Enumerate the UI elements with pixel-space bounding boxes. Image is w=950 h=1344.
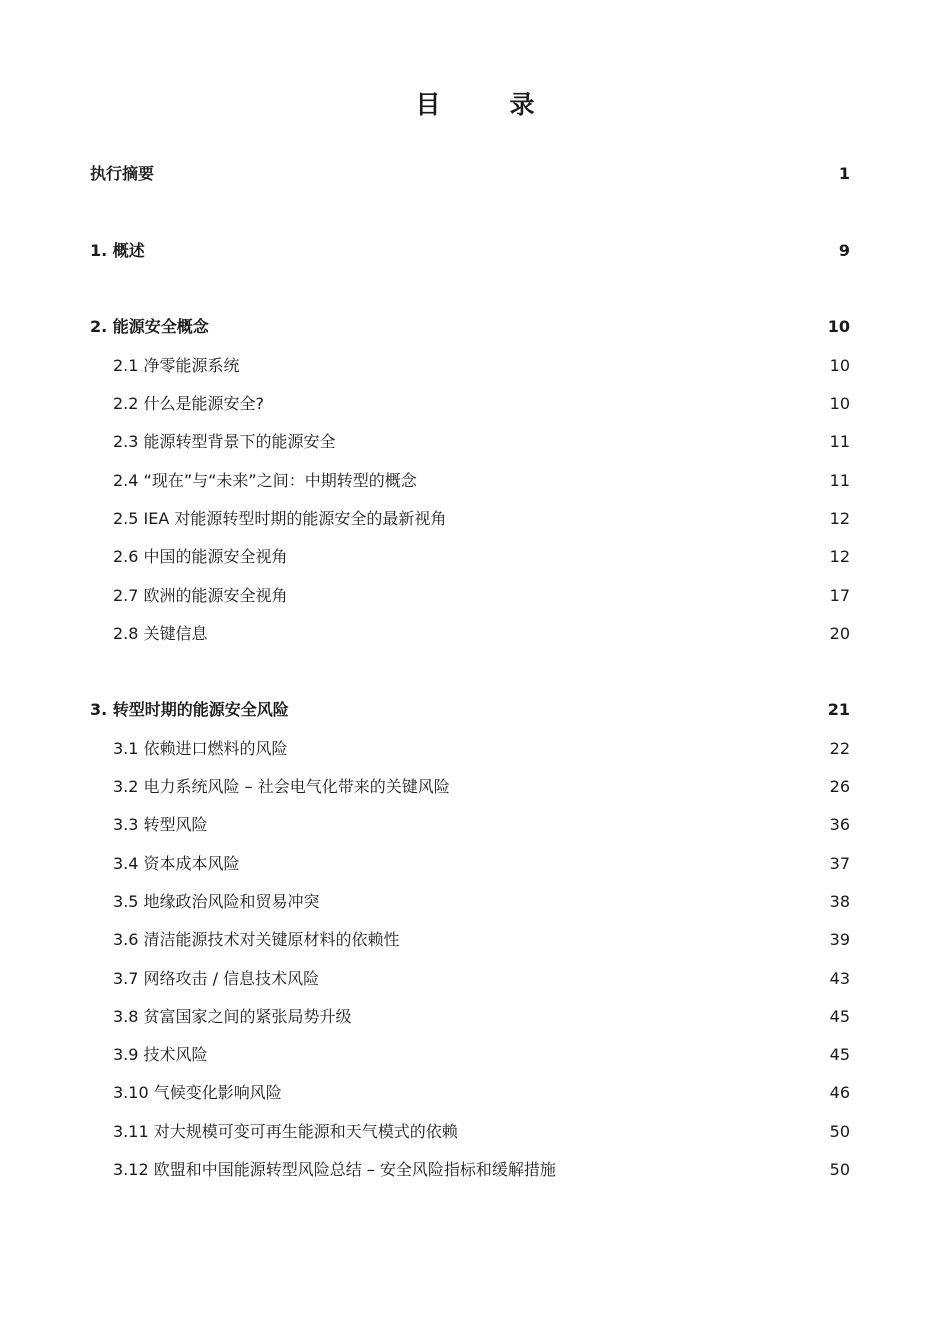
toc-entry-page: 50: [829, 1122, 850, 1141]
toc-entry-section-3[interactable]: [90, 698, 850, 722]
toc-entry-label: 3.7 网络攻击 / 信息技术风险: [113, 969, 320, 988]
toc-entry-page: 12: [829, 509, 850, 528]
toc-entry-section-2-2[interactable]: [113, 392, 850, 416]
toc-entry-section-3-12[interactable]: [113, 1158, 850, 1182]
toc-entry-page: 45: [829, 1007, 850, 1026]
toc-entry-page: 50: [829, 1160, 850, 1179]
toc-entry-section-1[interactable]: [90, 239, 850, 263]
page-title: 目 录: [415, 90, 557, 119]
toc-entry-page: 43: [829, 969, 850, 988]
toc-entry-label: 3.3 转型风险: [113, 815, 208, 834]
toc-entry-page: 39: [829, 930, 850, 949]
toc-entry-section-2-8[interactable]: [113, 622, 850, 646]
toc-entry-section-2-7[interactable]: [113, 584, 850, 608]
toc-entry-section-3-10[interactable]: [113, 1081, 850, 1105]
toc-entry-label: 3.10 气候变化影响风险: [113, 1083, 282, 1102]
toc-entry-label: 2.3 能源转型背景下的能源安全: [113, 432, 336, 451]
toc-entry-page: 11: [829, 432, 850, 451]
toc-entry-executive-summary[interactable]: [90, 162, 850, 186]
toc-entry-section-2-1[interactable]: [113, 354, 850, 378]
toc-entry-section-2-4[interactable]: [113, 469, 850, 493]
toc-entry-page: 38: [829, 892, 850, 911]
toc-entry-page: 1: [838, 164, 850, 183]
toc-entry-page: 20: [829, 624, 850, 643]
toc-entry-section-2-6[interactable]: [113, 545, 850, 569]
toc-entry-section-3-8[interactable]: [113, 1005, 850, 1029]
toc-entry-page: 46: [829, 1083, 850, 1102]
toc-entry-section-3-4[interactable]: [113, 852, 850, 876]
toc-entry-label: 3.4 资本成本风险: [113, 854, 240, 873]
toc-entry-section-2-5[interactable]: [113, 507, 850, 531]
toc-entry-page: 37: [829, 854, 850, 873]
toc-entry-label: 2.4 “现在”与“未来”之间：中期转型的概念: [113, 471, 417, 490]
toc-entry-label: 3. 转型时期的能源安全风险: [90, 700, 289, 719]
toc-entry-label: 3.12 欧盟和中国能源转型风险总结 – 安全风险指标和缓解措施: [113, 1160, 556, 1179]
toc-entry-page: 9: [838, 241, 850, 260]
toc-entry-section-3-1[interactable]: [113, 737, 850, 761]
toc-entry-label: 3.2 电力系统风险 – 社会电气化带来的关键风险: [113, 777, 450, 796]
toc-entry-label: 3.11 对大规模可变可再生能源和天气模式的依赖: [113, 1122, 458, 1141]
toc-entry-label: 2.2 什么是能源安全?: [113, 394, 265, 413]
toc-entry-label: 3.9 技术风险: [113, 1045, 208, 1064]
toc-entry-label: 2. 能源安全概念: [90, 317, 209, 336]
toc-entry-page: 21: [827, 700, 850, 719]
toc-entry-section-2[interactable]: [90, 315, 850, 339]
toc-entry-page: 10: [827, 317, 850, 336]
toc-entry-section-3-2[interactable]: [113, 775, 850, 799]
toc-entry-label: 2.8 关键信息: [113, 624, 208, 643]
toc-entry-label: 3.8 贫富国家之间的紧张局势升级: [113, 1007, 352, 1026]
toc-entry-label: 2.6 中国的能源安全视角: [113, 547, 288, 566]
toc-entry-label: 1. 概述: [90, 241, 145, 260]
toc-entry-page: 11: [829, 471, 850, 490]
toc-entry-label: 3.6 清洁能源技术对关键原材料的依赖性: [113, 930, 400, 949]
toc-entry-label: 3.5 地缘政治风险和贸易冲突: [113, 892, 320, 911]
toc-entry-section-3-7[interactable]: [113, 967, 850, 991]
toc-entry-section-3-9[interactable]: [113, 1043, 850, 1067]
toc-entry-page: 17: [829, 586, 850, 605]
toc-entry-section-3-6[interactable]: [113, 928, 850, 952]
toc-entry-page: 36: [829, 815, 850, 834]
toc-entry-page: 45: [829, 1045, 850, 1064]
toc-entry-page: 26: [829, 777, 850, 796]
toc-entry-section-3-11[interactable]: [113, 1120, 850, 1144]
toc-entry-label: 3.1 依赖进口燃料的风险: [113, 739, 288, 758]
toc-entry-section-2-3[interactable]: [113, 430, 850, 454]
toc-entry-page: 22: [829, 739, 850, 758]
toc-entry-page: 10: [829, 356, 850, 375]
toc-entry-label: 执行摘要: [90, 164, 155, 183]
toc-entry-page: 10: [829, 394, 850, 413]
toc-entry-label: 2.5 IEA 对能源转型时期的能源安全的最新视角: [113, 509, 447, 528]
toc-entry-section-3-5[interactable]: [113, 890, 850, 914]
toc-entry-label: 2.1 净零能源系统: [113, 356, 240, 375]
toc-entry-label: 2.7 欧洲的能源安全视角: [113, 586, 288, 605]
toc-entry-page: 12: [829, 547, 850, 566]
toc-entry-section-3-3[interactable]: [113, 813, 850, 837]
